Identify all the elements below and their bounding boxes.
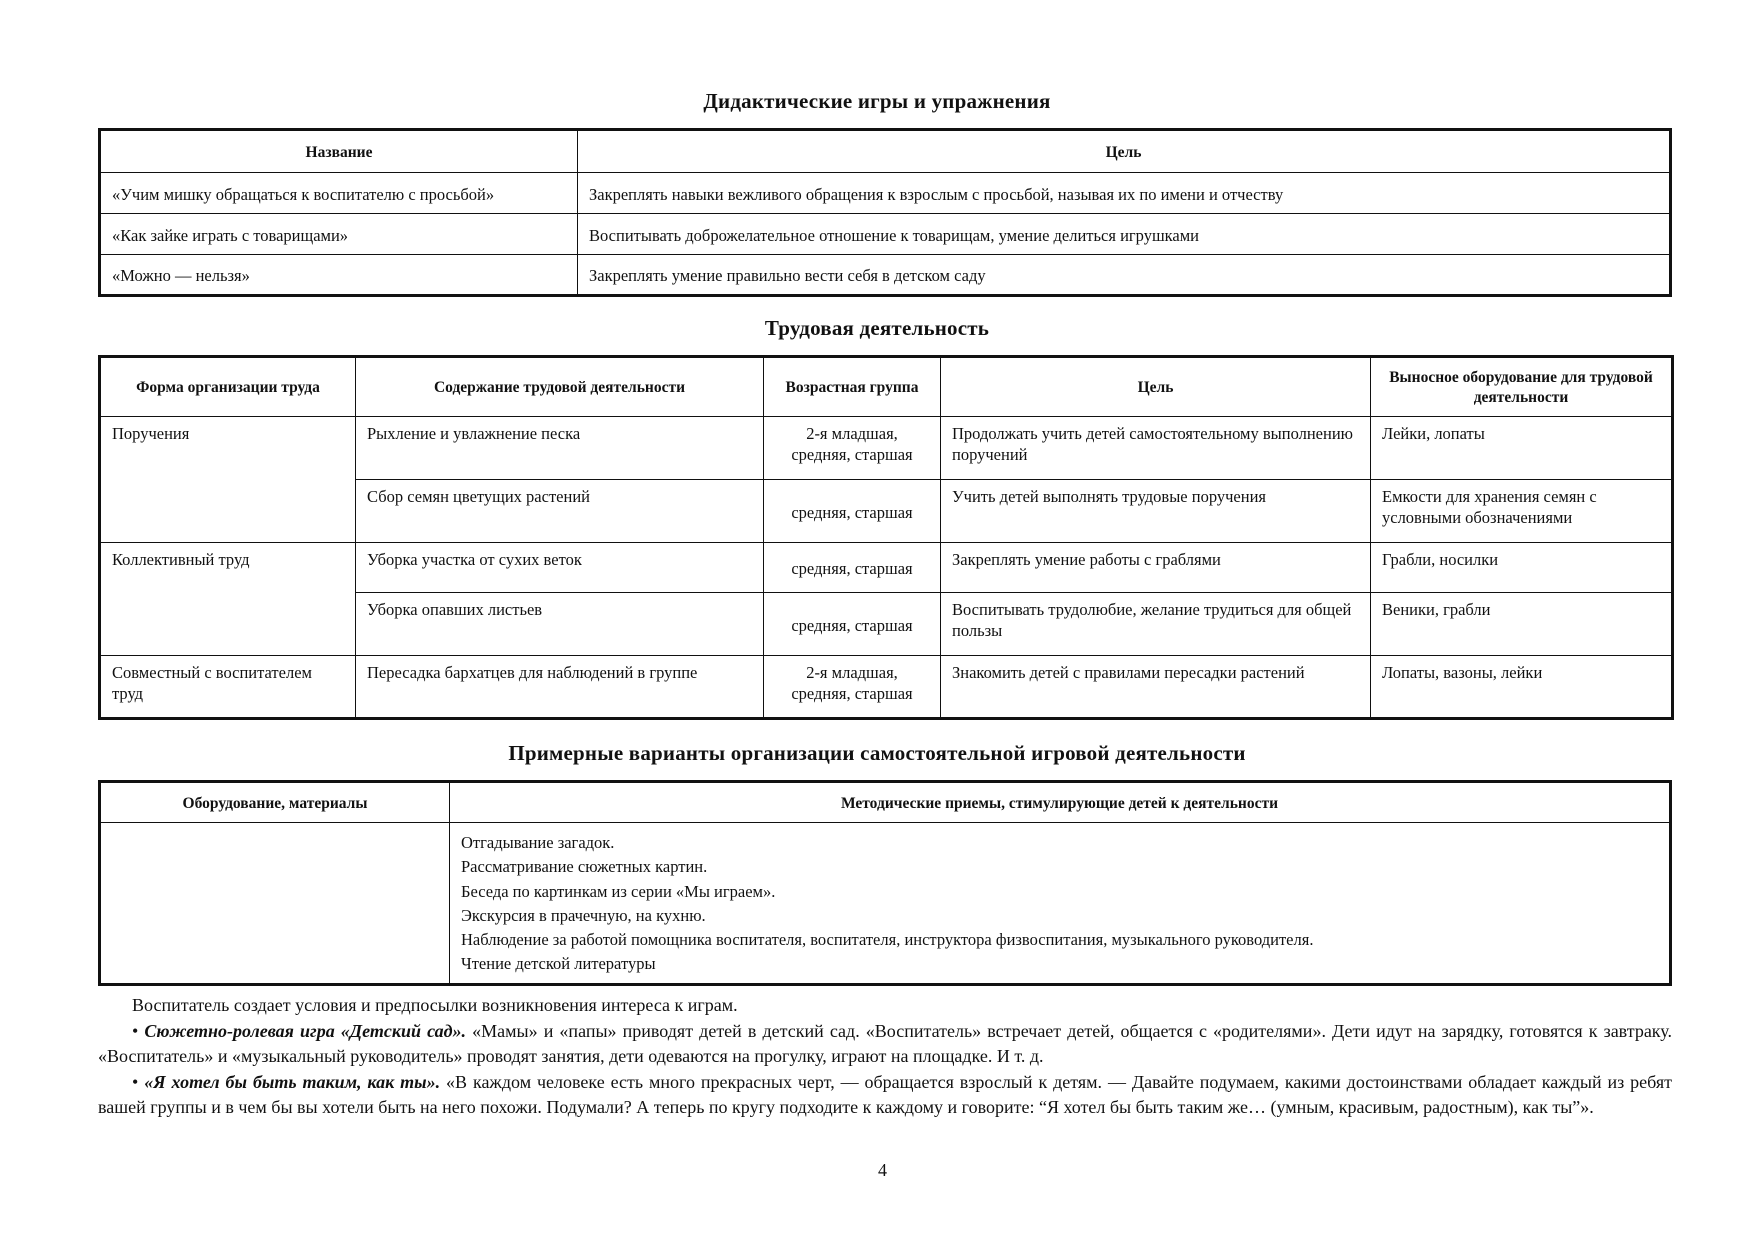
game-goal: Закреплять навыки вежливого обращения к взрослым с просьбой, называя их по имени и отчеству: [578, 173, 1671, 214]
labor-content: Рыхление и увлажнение песка: [356, 417, 764, 480]
table-row: [100, 823, 1671, 985]
labor-equipment: Лопаты, вазоны, лейки: [1371, 656, 1673, 719]
role-play-body: «Мамы» и «папы» приводят детей в детский сад. «Воспитатель» встречает детей, общается с «родителями». Дети идут на зарядку, готовятся к завтраку. «Воспитатель» и «музыкальный руководитель» проводят занятия, дети одеваются на прогулку, играют на площадке. И т. д.: [98, 1020, 1673, 1066]
game-name: «Можно — нельзя»: [100, 255, 578, 296]
table-row: [100, 417, 1673, 480]
table-row: [100, 214, 1671, 255]
labor-activity-title: Трудовая деятельность: [764, 316, 990, 340]
column-header-age-group: Возрастная группа: [764, 357, 941, 417]
methods-list: [461, 831, 1658, 977]
labor-content: Пересадка бархатцев для наблюдений в группе: [356, 656, 764, 719]
table-row: [100, 255, 1671, 296]
column-header-name: Название: [100, 130, 578, 173]
labor-age-group: средняя, старшая: [764, 480, 941, 543]
game-goal: Закреплять умение правильно вести себя в детском саду: [578, 255, 1671, 296]
labor-equipment: Веники, грабли: [1371, 593, 1673, 656]
labor-goal: Закреплять умение работы с граблями: [941, 543, 1371, 593]
labor-age-group: средняя, старшая: [764, 593, 941, 656]
column-header-content: Содержание трудовой деятельности: [356, 357, 764, 417]
table-row: [100, 543, 1673, 593]
column-header-equipment: Оборудование, материалы: [100, 782, 450, 823]
table-row: [100, 656, 1673, 719]
bullet: •: [132, 1071, 139, 1092]
labor-equipment: Емкости для хранения семян с условными обозначениями: [1371, 480, 1673, 543]
list-item: Рассматривание сюжетных картин.: [461, 857, 708, 877]
game-name: «Учим мишку обращаться к воспитателю с просьбой»: [100, 173, 578, 214]
labor-age-group: средняя, старшая: [764, 543, 941, 593]
labor-activity-table: [98, 355, 1674, 720]
list-item: Экскурсия в прачечную, на кухню.: [461, 905, 706, 925]
column-header-equipment: Выносное оборудование для трудовой деятельности: [1371, 357, 1673, 417]
column-header-goal: Цель: [941, 357, 1371, 417]
list-item: Наблюдение за работой помощника воспитателя, воспитателя, инструктора физвоспитания, музыкального руководителя.: [461, 930, 1314, 950]
page-number: 4: [878, 1160, 887, 1180]
game-goal: Воспитывать доброжелательное отношение к товарищам, умение делиться игрушками: [578, 214, 1671, 255]
column-header-form: Форма организации труда: [100, 357, 356, 417]
labor-goal: Продолжать учить детей самостоятельному выполнению поручений: [941, 417, 1371, 480]
labor-content: Сбор семян цветущих растений: [356, 480, 764, 543]
wish-game-title: «Я хотел бы быть таким, как ты».: [144, 1071, 441, 1092]
labor-goal: Учить детей выполнять трудовые поручения: [941, 480, 1371, 543]
labor-equipment: Лейки, лопаты: [1371, 417, 1673, 480]
list-item: Чтение детской литературы: [461, 954, 656, 974]
labor-form: Коллективный труд: [100, 543, 356, 656]
labor-age-group: 2-я младшая, средняя, старшая: [764, 417, 941, 480]
column-header-methods: Методические приемы, стимулирующие детей к деятельности: [450, 782, 1671, 823]
role-play-title: Сюжетно-ролевая игра «Детский сад».: [144, 1020, 467, 1041]
body-text: [98, 993, 1672, 1121]
independent-play-title: Примерные варианты организации самостоятельной игровой деятельности: [508, 741, 1246, 765]
wish-game-body: «В каждом человеке есть много прекрасных черт, — обращается взрослый к детям. — Давайте подумаем, какими достоинствами обладает каждый из ребят вашей группы и в чем бы вы хотели быть на него похожи. Подумали? А теперь по кругу подходите к каждому и говорите: “Я хотел бы быть таким же… (умным, красивым, радостным), как ты”».: [98, 1071, 1672, 1117]
labor-content: Уборка участка от сухих веток: [356, 543, 764, 593]
labor-content: Уборка опавших листьев: [356, 593, 764, 656]
game-name: «Как зайке играть с товарищами»: [100, 214, 578, 255]
labor-form: Совместный с воспитателем труд: [100, 656, 356, 719]
bullet: •: [132, 1020, 139, 1041]
table-row: [100, 173, 1671, 214]
labor-equipment: Грабли, носилки: [1371, 543, 1673, 593]
labor-goal: Воспитывать трудолюбие, желание трудиться для общей пользы: [941, 593, 1371, 656]
labor-form: Поручения: [100, 417, 356, 543]
paragraph-role-play: [98, 1019, 1672, 1070]
independent-play-table: [98, 780, 1672, 986]
list-item: Беседа по картинкам из серии «Мы играем».: [461, 881, 776, 901]
list-item: Отгадывание загадок.: [461, 833, 615, 852]
labor-goal: Знакомить детей с правилами пересадки растений: [941, 656, 1371, 719]
equipment-cell: [100, 823, 450, 985]
methods-cell: [450, 823, 1671, 985]
didactic-games-title: Дидактические игры и упражнения: [703, 89, 1051, 113]
column-header-goal: Цель: [578, 130, 1671, 173]
didactic-games-table: [98, 128, 1672, 297]
intro-paragraph: Воспитатель создает условия и предпосылки возникновения интереса к играм.: [132, 995, 738, 1015]
labor-age-group: 2-я младшая, средняя, старшая: [764, 656, 941, 719]
paragraph-wish-game: [98, 1070, 1672, 1121]
